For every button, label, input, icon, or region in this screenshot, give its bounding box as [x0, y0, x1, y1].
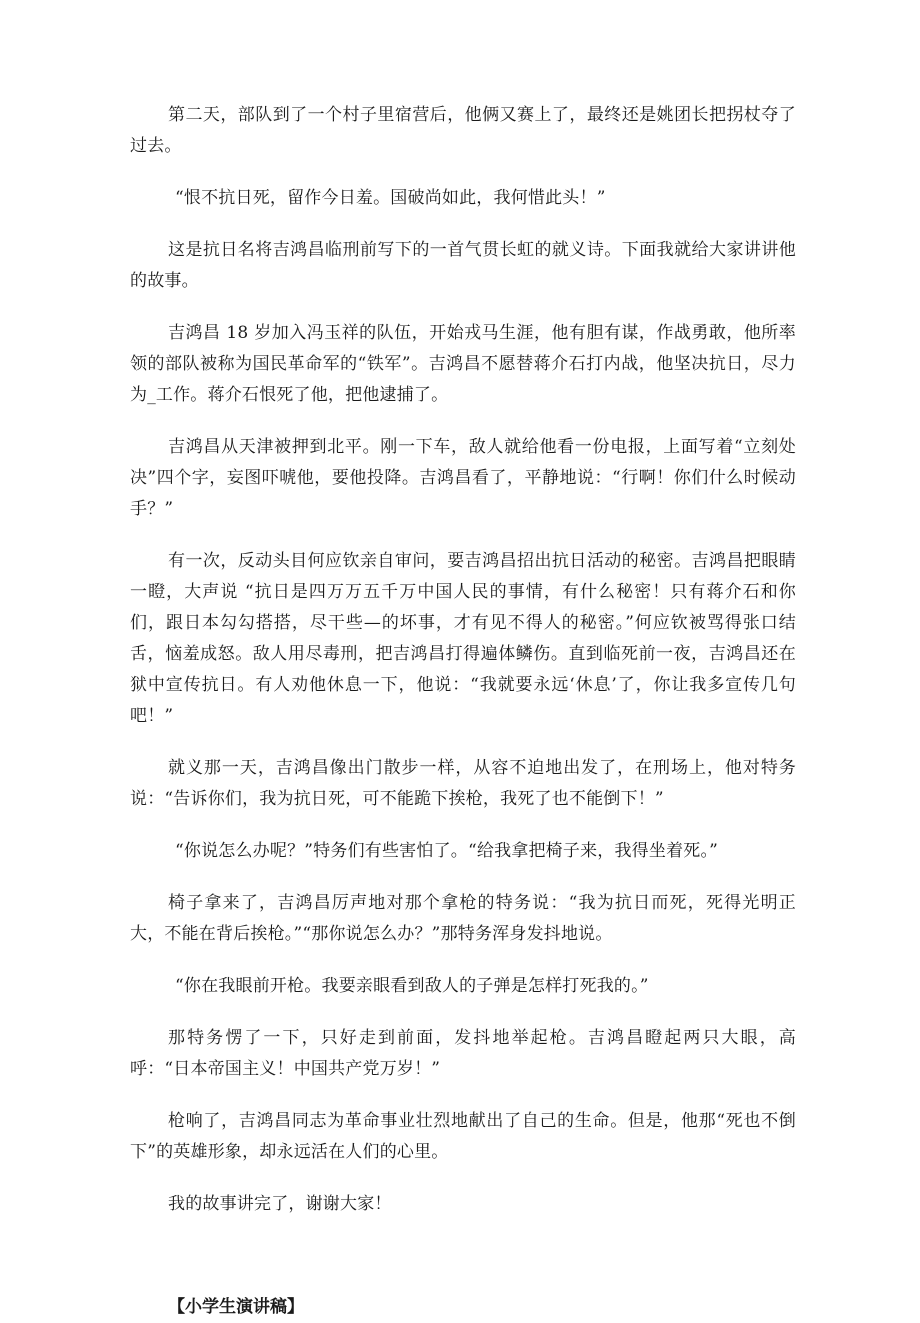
paragraph-1: 第二天，部队到了一个村子里宿营后，他俩又赛上了，最终还是姚团长把拐杖夺了过去。 — [130, 105, 796, 156]
paragraph-6: 有一次，反动头目何应钦亲自审问，要吉鸿昌招出抗日活动的秘密。吉鸿昌把眼睛一瞪，大声说 “抗日是四万万五千万中国人民的事情，有什么秘密！只有蒋介石和你们，跟日本勾勾搭搭，尽干些—的坏事，才有见不得人的秘密。”何应钦被骂得张口结舌，恼羞成怒。敌人用尽毒刑，把吉鸿昌打得遍体鳞伤。直到临死前一夜，吉鸿昌还在狱中宣传抗日。有人劝他休息一下，他说：“我就要永远‘休息’了，你让我多宣传几句吧！” — [130, 551, 796, 726]
paragraph-12: 枪响了，吉鸿昌同志为革命事业壮烈地献出了自己的生命。但是，他那“死也不倒下”的英雄形象，却永远活在人们的心里。 — [130, 1111, 796, 1162]
paragraph-5: 吉鸿昌从天津被押到北平。刚一下车，敌人就给他看一份电报，上面写着“立刻处决”四个字，妄图吓唬他，要他投降。吉鸿昌看了，平静地说：“行啊！你们什么时候动手？” — [130, 437, 796, 519]
paragraph-8: “你说怎么办呢？”特务们有些害怕了。“给我拿把椅子来，我得坐着死。” — [175, 841, 719, 861]
paragraph-7: 就义那一天，吉鸿昌像出门散步一样，从容不迫地出发了，在刑场上，他对特务说：“告诉你们，我为抗日死，可不能跪下挨枪，我死了也不能倒下！” — [130, 758, 796, 809]
paragraph-10: “你在我眼前开枪。我要亲眼看到敌人的子弹是怎样打死我的。” — [175, 976, 649, 996]
document-body — [130, 100, 796, 1323]
paragraph-11: 那特务愣了一下，只好走到前面，发抖地举起枪。吉鸿昌瞪起两只大眼，高呼：“日本帝国主义！中国共产党万岁！” — [130, 1028, 796, 1079]
paragraph-closing: 我的故事讲完了，谢谢大家！ — [168, 1194, 392, 1214]
paragraph-4: 吉鸿昌 18 岁加入冯玉祥的队伍，开始戎马生涯，他有胆有谋，作战勇敢，他所率领的部队被称为国民革命军的“铁军”。吉鸿昌不愿替蒋介石打内战，他坚决抗日，尽力为_工作。蒋介石恨死了他，把他逮捕了。 — [130, 323, 796, 405]
paragraph-3: 这是抗日名将吉鸿昌临刑前写下的一首气贯长虹的就义诗。下面我就给大家讲讲他的故事。 — [130, 240, 796, 291]
paragraph-9: 椅子拿来了，吉鸿昌厉声地对那个拿枪的特务说：“我为抗日而死，死得光明正大，不能在背后挨枪。”“那你说怎么办？”那特务浑身发抖地说。 — [130, 893, 796, 944]
section-heading: 【小学生演讲稿】 — [168, 1297, 304, 1317]
paragraph-poem-quote: “恨不抗日死，留作今日羞。国破尚如此，我何惜此头！” — [175, 188, 606, 208]
